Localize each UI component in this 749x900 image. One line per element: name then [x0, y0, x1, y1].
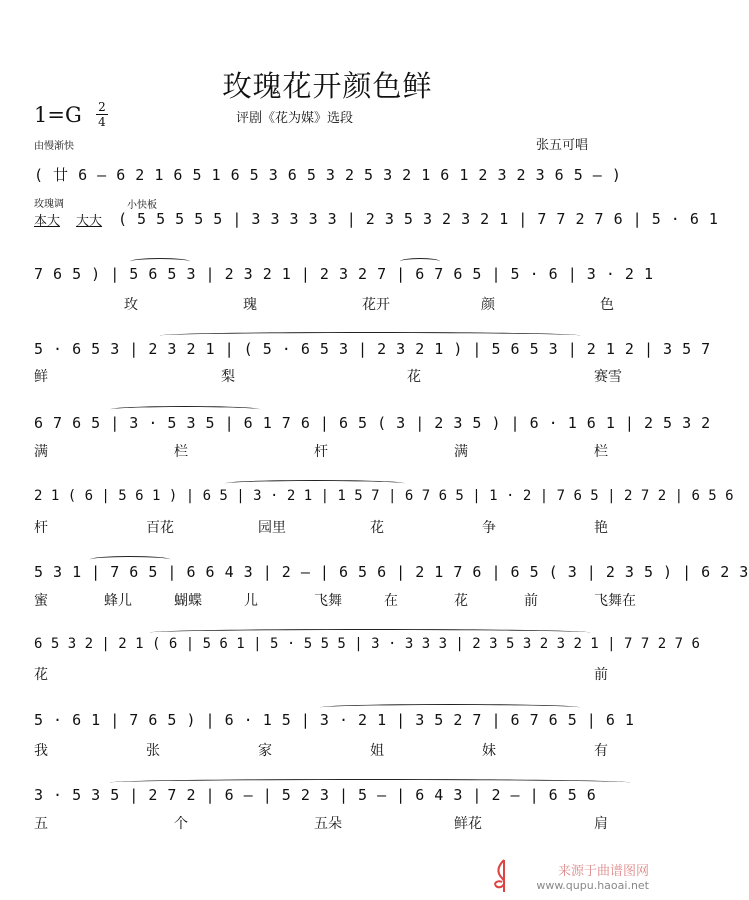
tune-label: 玫瑰调 [34, 199, 64, 210]
notation-row: ( 廿 6 – 6 2 1 6 5 1 6 5 3 6 5 3 2 5 3 2 1 6 1 2 3 2 3 6 5 – ) [34, 166, 622, 184]
lyric-syllable: 花 [407, 369, 421, 385]
lyric-syllable: 五 [34, 816, 48, 832]
beat-label: 小快板 [127, 200, 157, 211]
singer-credit: 张五可唱 [536, 138, 589, 153]
page-title: 玫瑰花开颜色鲜 [222, 69, 433, 103]
notation-row: ( 5 5 5 5 5 | 3 3 3 3 3 | 2 3 5 3 2 3 2 1 | 7 7 2 7 6 | 5 · 6 1 [118, 210, 719, 228]
lyric-syllable: 杆 [34, 520, 48, 536]
meter-bottom: 4 [98, 115, 106, 129]
lyric-syllable: 妹 [482, 743, 496, 759]
lyric-syllable: 鲜 [34, 369, 48, 385]
lyric-syllable: 花 [370, 520, 384, 536]
lyric-syllable: 鲜花 [454, 816, 482, 832]
watermark-line2: www.qupu.haoai.net [536, 879, 649, 892]
lyric-syllable: 梨 [221, 369, 235, 385]
lyric-syllable: 在 [384, 593, 398, 609]
lyric-syllable: 花开 [362, 297, 390, 313]
notation-row: 5 · 6 5 3 | 2 3 2 1 | ( 5 · 6 5 3 | 2 3 2 1 ) | 5 6 5 3 | 2 1 2 | 3 5 7 [34, 340, 711, 358]
lyric-syllable: 肩 [594, 816, 608, 832]
notation-row: 5 · 6 1 | 7 6 5 ) | 6 · 1 5 | 3 · 2 1 | 3 5 2 7 | 6 7 6 5 | 6 1 [34, 711, 635, 729]
lyric-syllable: 园里 [258, 520, 286, 536]
lyric-syllable: 栏 [594, 444, 608, 460]
lyric-syllable: 张 [146, 743, 160, 759]
lyric-syllable: 五朵 [314, 816, 342, 832]
lyric-syllable: 前 [524, 593, 538, 609]
lyric-syllable: 个 [174, 816, 188, 832]
lyric-syllable: 有 [594, 743, 608, 759]
notation-row: 5 3 1 | 7 6 5 | 6 6 4 3 | 2 – | 6 5 6 | 2 1 7 6 | 6 5 ( 3 | 2 3 5 ) | 6 2 3 [34, 563, 749, 581]
lyric-syllable: 家 [258, 743, 272, 759]
lyric-syllable: 蜜 [34, 593, 48, 609]
watermark [536, 860, 649, 892]
watermark-line1: 来源于曲谱图网 [557, 864, 649, 879]
notation-row: 7 6 5 ) | 5 6 5 3 | 2 3 2 1 | 2 3 2 7 | 6 7 6 5 | 5 · 6 | 3 · 2 1 [34, 265, 654, 283]
notation-row: 6 7 6 5 | 3 · 5 3 5 | 6 1 7 6 | 6 5 ( 3 | 2 3 5 ) | 6 · 1 6 1 | 2 5 3 2 [34, 414, 711, 432]
percussion-label-1: 本大 [34, 214, 61, 229]
percussion-label-2: 大大 [76, 214, 103, 229]
lyric-syllable: 飞舞在 [594, 593, 636, 609]
lyric-syllable: 蝴蝶 [174, 593, 202, 609]
lyric-syllable: 色 [600, 297, 614, 313]
notation-row: 2 1 ( 6 | 5 6 1 ) | 6 5 | 3 · 2 1 | 1 5 7 | 6 7 6 5 | 1 · 2 | 7 6 5 | 2 7 2 | 6 5 6 [34, 488, 734, 504]
lyric-syllable: 玫 [124, 297, 138, 313]
tempo-marking: 由慢渐快 [34, 141, 74, 152]
lyric-syllable: 姐 [370, 743, 384, 759]
key-signature: 1=G [34, 103, 82, 127]
lyric-syllable: 飞舞 [314, 593, 342, 609]
meter-top: 2 [98, 100, 106, 114]
lyric-syllable: 满 [454, 444, 468, 460]
treble-clef-icon [490, 858, 516, 894]
lyric-syllable: 瑰 [243, 297, 257, 313]
lyric-syllable: 花 [34, 667, 48, 683]
lyric-syllable: 争 [482, 520, 496, 536]
lyric-syllable: 艳 [594, 520, 608, 536]
lyric-syllable: 赛雪 [594, 369, 622, 385]
lyric-syllable: 我 [34, 743, 48, 759]
lyric-syllable: 百花 [146, 520, 174, 536]
lyric-syllable: 栏 [174, 444, 188, 460]
lyric-syllable: 蜂儿 [104, 593, 132, 609]
lyric-syllable: 颜 [481, 297, 495, 313]
notation-row: 6 5 3 2 | 2 1 ( 6 | 5 6 1 | 5 · 5 5 5 | 3 · 3 3 3 | 2 3 5 3 2 3 2 1 | 7 7 2 7 6 [34, 636, 700, 652]
time-signature [96, 101, 108, 128]
lyric-syllable: 满 [34, 444, 48, 460]
lyric-syllable: 杆 [314, 444, 328, 460]
lyric-syllable: 儿 [244, 593, 258, 609]
subtitle: 评剧《花为媒》选段 [236, 111, 354, 126]
lyric-syllable: 前 [594, 667, 608, 683]
lyric-syllable: 花 [454, 593, 468, 609]
notation-row: 3 · 5 3 5 | 2 7 2 | 6 – | 5 2 3 | 5 – | 6 4 3 | 2 – | 6 5 6 [34, 786, 597, 804]
